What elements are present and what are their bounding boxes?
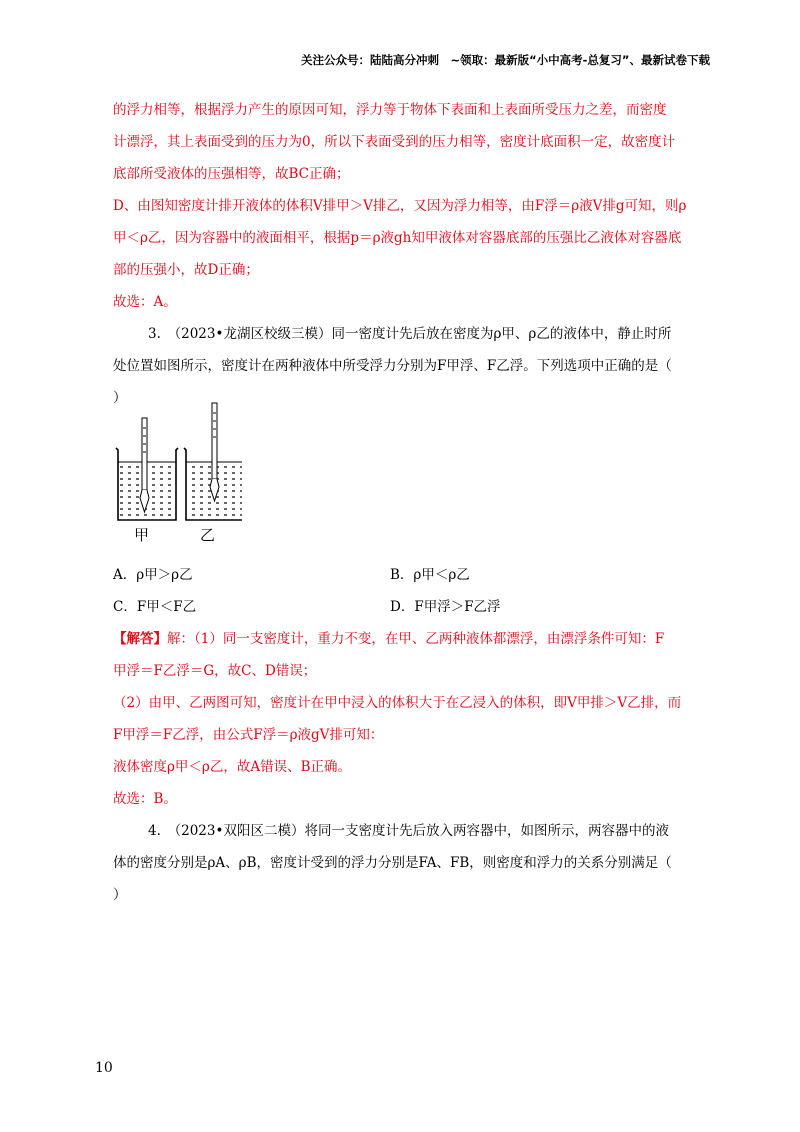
figure-label-jia: 甲 bbox=[134, 526, 150, 544]
q3-answer-line-4: F甲浮＝F乙浮，由公式F浮＝ρ液gV排可知： bbox=[113, 727, 384, 743]
q3-stem-line-2: 处位置如图所示，密度计在两种液体中所受浮力分别为F甲浮、F乙浮。下列选项中正确的是（ bbox=[113, 358, 672, 374]
q3-option-b: B．ρ甲＜ρ乙 bbox=[390, 567, 470, 583]
prev-solution-line-6: 部的压强小，故D正确； bbox=[113, 262, 259, 278]
q4-stem-line-1: 4. （2023•双阳区二模）将同一支密度计先后放入两容器中，如图所示，两容器中的液 bbox=[148, 823, 669, 839]
q4-stem-line-2: 体的密度分别是ρA、ρB，密度计受到的浮力分别是FA、FB，则密度和浮力的关系分别满足（ bbox=[113, 855, 672, 871]
q3-answer-line-5: 液体密度ρ甲＜ρ乙，故A错误、B正确。 bbox=[113, 759, 352, 775]
q4-stem-line-3: ） bbox=[113, 887, 127, 903]
q3-stem-line-1: 3. （2023•龙湖区校级三模）同一密度计先后放在密度为ρ甲、ρ乙的液体中，静止时所 bbox=[148, 326, 672, 342]
q3-option-d: D．F甲浮＞F乙浮 bbox=[390, 599, 501, 615]
q3-answer-line-2: 甲浮＝F乙浮＝G，故C、D错误； bbox=[113, 663, 317, 679]
page-header: 关注公众号：陆陆高分冲刺 ~领取：最新版“小中高考-总复习”、最新试卷下载 bbox=[300, 53, 710, 67]
q3-stem-line-3: ） bbox=[113, 390, 127, 406]
prev-solution-line-3: 底部所受液体的压强相等，故BC正确； bbox=[113, 166, 350, 182]
q3-answer-line-6: 故选：B。 bbox=[113, 791, 177, 807]
q3-answer-line-3: （2）由甲、乙两图可知，密度计在甲中浸入的体积大于在乙浸入的体积，即V甲排＞V乙排，而 bbox=[113, 695, 682, 711]
prev-solution-line-2: 计漂浮，其上表面受到的压力为0，所以下表面受到的压力相等，密度计底面积一定，故密度计 bbox=[113, 134, 676, 150]
prev-solution-line-1: 的浮力相等，根据浮力产生的原因可知，浮力等于物体下表面和上表面所受压力之差，而密度 bbox=[113, 102, 667, 118]
answer-tag: 【解答】 bbox=[113, 631, 167, 647]
beaker-yi bbox=[184, 403, 242, 520]
answer-text: 解：（1）同一支密度计，重力不变，在甲、乙两种液体都漂浮，由漂浮条件可知：F bbox=[167, 631, 665, 647]
q3-option-c: C．F甲＜F乙 bbox=[113, 599, 197, 615]
prev-solution-line-4: D、由图知密度计排开液体的体积V排甲＞V排乙，又因为浮力相等，由F浮＝ρ液V排g可知，则ρ bbox=[113, 198, 687, 214]
q3-option-a: A．ρ甲＞ρ乙 bbox=[113, 567, 193, 583]
beaker-jia bbox=[116, 418, 178, 520]
figure-label-yi: 乙 bbox=[200, 526, 216, 544]
q3-answer-line-1 bbox=[113, 627, 664, 647]
hydrometer-yi bbox=[210, 403, 219, 501]
beakers-illustration bbox=[112, 398, 242, 528]
page-number: 10 bbox=[95, 1060, 113, 1076]
prev-answer-line: 故选：A。 bbox=[113, 294, 177, 310]
q3-figure bbox=[112, 398, 242, 532]
prev-solution-line-5: 甲＜ρ乙，因为容器中的液面相平，根据p＝ρ液gh知甲液体对容器底部的压强比乙液体对容器底 bbox=[113, 230, 682, 246]
